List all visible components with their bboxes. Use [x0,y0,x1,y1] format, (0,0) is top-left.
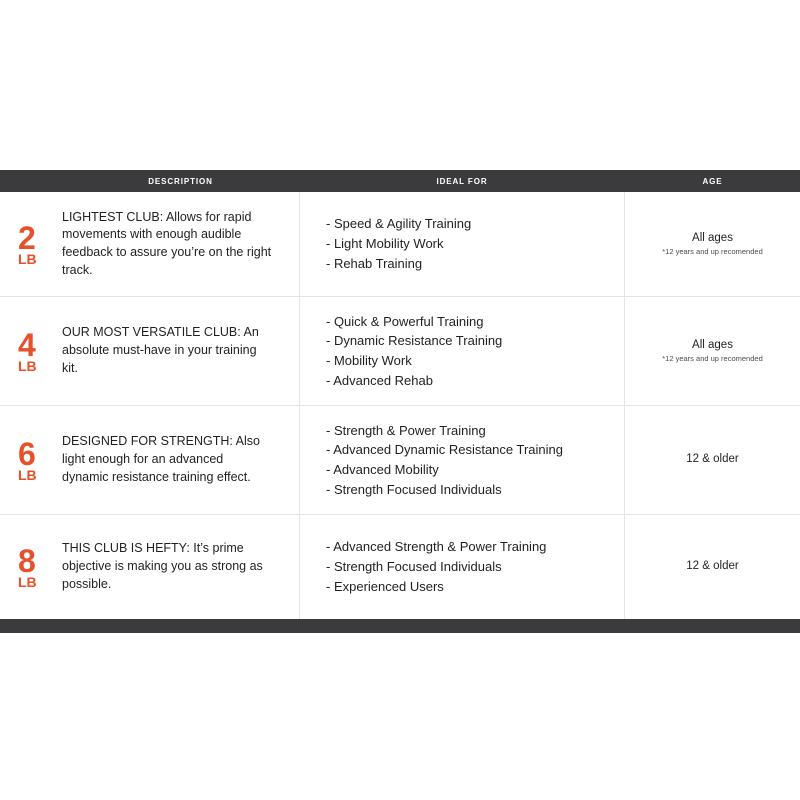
list-item: - Advanced Strength & Power Training [326,539,547,555]
weight-cell [0,297,62,405]
table-row [0,406,800,515]
weight-badge [18,329,37,373]
weight-badge [18,438,37,482]
description-cell [62,515,299,619]
table-footer-band [0,619,800,633]
age-value: 12 & older [686,452,739,465]
column-header-ideal-for: IDEAL FOR [436,176,488,186]
description-text: THIS CLUB IS HEFTY: It’s prime objective is making you as strong as possible. [62,541,263,591]
weight-number: 4 [18,327,35,363]
age-cell [625,515,800,619]
column-header-description: DESCRIPTION [148,176,213,186]
list-item: - Strength Focused Individuals [326,481,502,497]
description-text: LIGHTEST CLUB: Allows for rapid movements with enough audible feedback to assure you’re on the right track. [62,209,272,277]
description-cell [62,406,299,514]
weight-number: 6 [18,436,35,472]
table-row [0,515,800,619]
list-item: - Rehab Training [326,255,423,271]
column-header-age: AGE [702,176,723,186]
weight-cell [0,515,62,619]
list-item: - Quick & Powerful Training [326,313,484,329]
age-cell [625,406,800,514]
description-cell [62,192,299,296]
age-value: 12 & older [686,559,739,572]
weight-badge [18,222,37,266]
description-text: OUR MOST VERSATILE CLUB: An absolute must-have in your training kit. [62,325,259,375]
table-row [0,192,800,297]
age-value: All ages [692,339,733,351]
weight-unit: LB [18,358,37,374]
list-item: - Light Mobility Work [326,236,444,252]
weight-badge [18,545,37,589]
ideal-for-cell [299,192,625,296]
age-cell [625,192,800,296]
list-item: - Advanced Dynamic Resistance Training [326,442,564,458]
ideal-for-cell [299,297,625,405]
description-text: DESIGNED FOR STRENGTH: Also light enough for an advanced dynamic resistance training effect. [62,434,260,484]
description-cell [62,297,299,405]
age-cell [625,297,800,405]
age-note: *12 years and up recomended [662,247,763,256]
ideal-for-cell [299,515,625,619]
list-item: - Speed & Agility Training [326,216,472,232]
list-item: - Advanced Mobility [326,462,439,477]
list-item: - Mobility Work [326,353,412,368]
weight-number: 8 [18,543,35,579]
list-item: - Strength Focused Individuals [326,559,502,575]
weight-unit: LB [18,574,37,590]
weight-cell [0,192,62,296]
weight-unit: LB [18,251,37,267]
weight-unit: LB [18,467,37,483]
weight-cell [0,406,62,514]
ideal-for-cell [299,406,625,514]
weight-number: 2 [18,220,35,256]
list-item: - Experienced Users [326,578,444,594]
table-row [0,297,800,406]
table-body [0,192,800,619]
list-item: - Strength & Power Training [326,422,486,438]
club-weight-spec-table [0,170,800,633]
list-item: - Dynamic Resistance Training [326,333,503,349]
table-header-row [0,170,800,192]
age-note: *12 years and up recomended [662,354,763,363]
list-item: - Advanced Rehab [326,372,433,388]
age-value: All ages [692,232,733,244]
